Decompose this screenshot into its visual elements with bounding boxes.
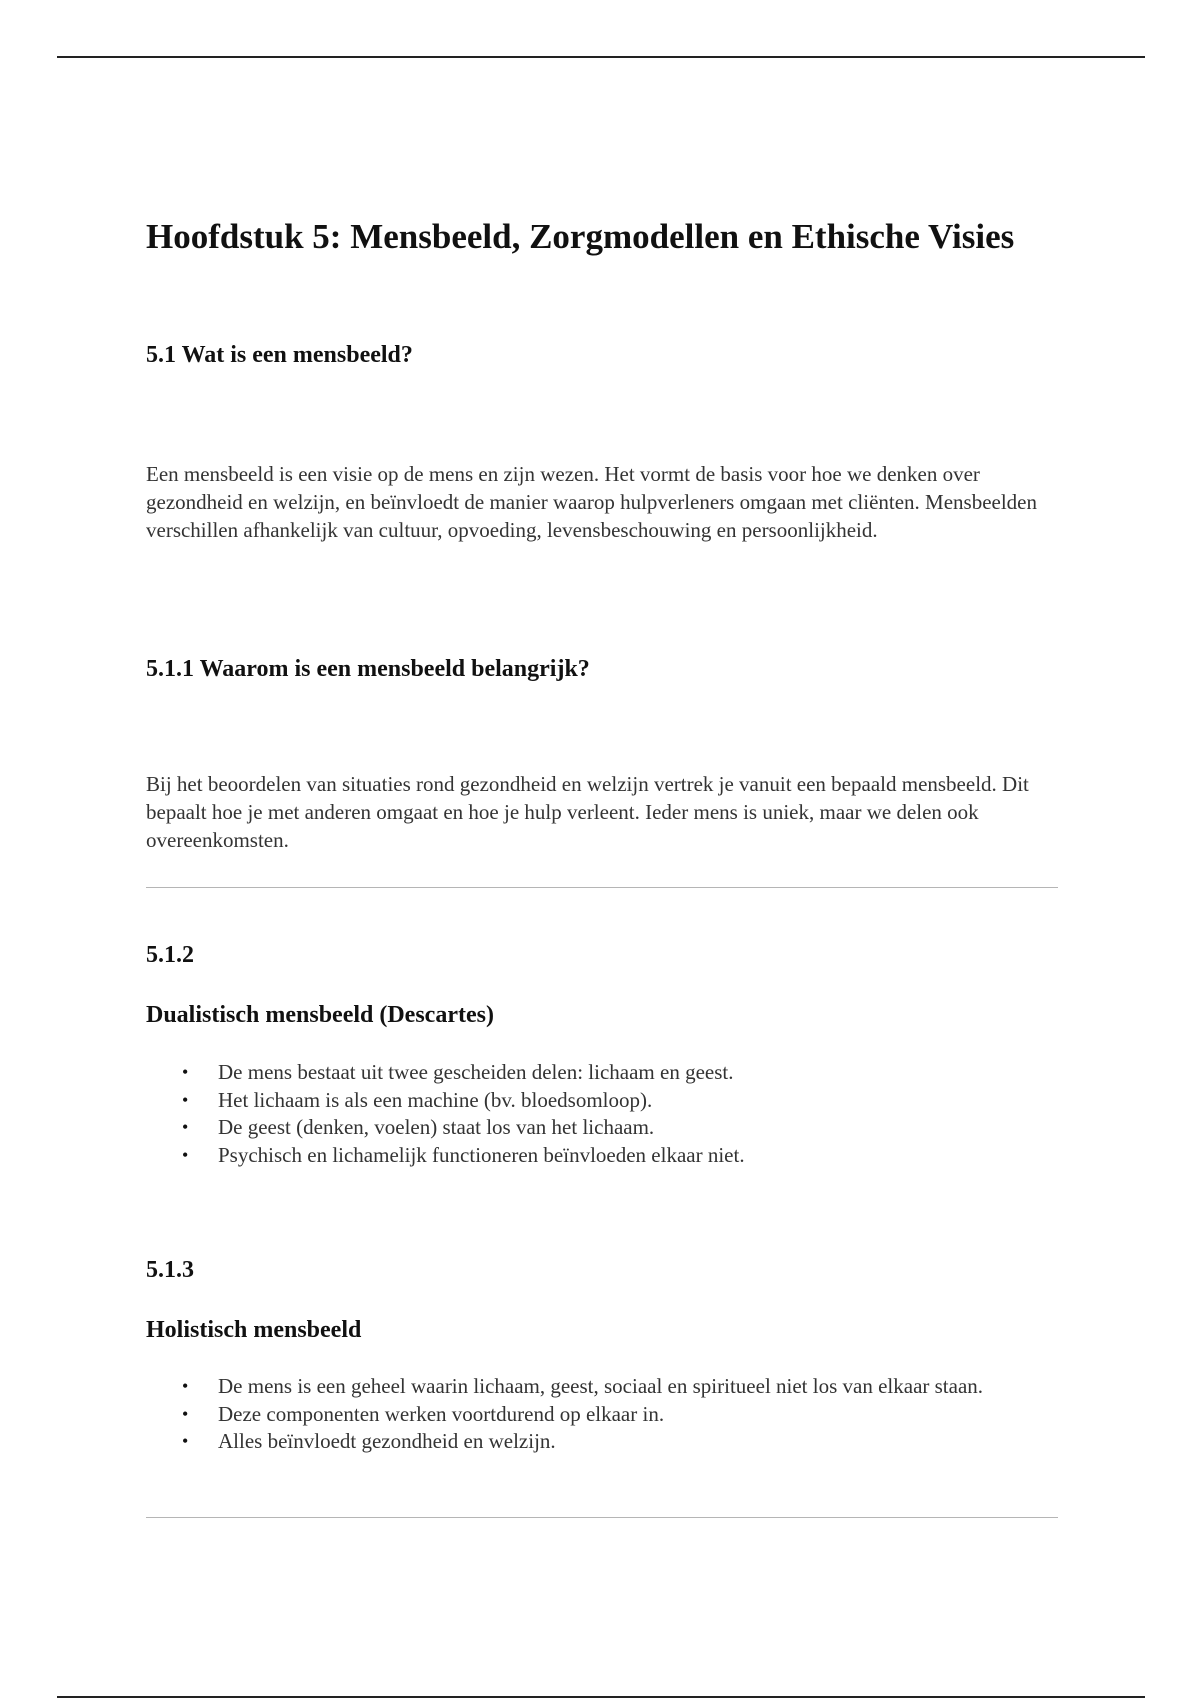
- section-heading-5-1-2: Dualistisch mensbeeld (Descartes): [146, 1002, 494, 1028]
- list-item-text: Het lichaam is als een machine (bv. bloedsomloop).: [218, 1087, 653, 1112]
- section-number-5-1-3: 5.1.3: [146, 1257, 194, 1283]
- list-item: [146, 1428, 1046, 1456]
- bullet-list-dualistic: [146, 1059, 1046, 1169]
- section-divider: [146, 887, 1058, 888]
- bullet-icon: •: [182, 1403, 189, 1424]
- list-item: [146, 1059, 1046, 1087]
- bullet-list-holistic: [146, 1373, 1046, 1456]
- section-heading-5-1: 5.1 Wat is een mensbeeld?: [146, 342, 413, 368]
- bullet-icon: •: [182, 1144, 189, 1165]
- list-item-text: Psychisch en lichamelijk functioneren beïnvloeden elkaar niet.: [218, 1142, 745, 1167]
- list-item: [146, 1114, 1046, 1142]
- section-paragraph-5-1-1: Bij het beoordelen van situaties rond gezondheid en welzijn vertrek je vanuit een bepaald mensbeeld. Dit bepaalt hoe je met anderen omgaat en hoe je hulp verleent. Ieder mens is uniek, maar we delen ook overeenkomsten.: [146, 772, 1029, 852]
- section-heading-5-1-3: Holistisch mensbeeld: [146, 1317, 362, 1343]
- list-item-text: Deze componenten werken voortdurend op elkaar in.: [218, 1401, 665, 1426]
- bullet-icon: •: [182, 1376, 189, 1396]
- bullet-icon: •: [182, 1117, 189, 1137]
- list-item: [146, 1401, 1046, 1429]
- section-divider: [146, 1517, 1058, 1518]
- page-top-rule: [57, 56, 1145, 58]
- section-heading-5-1-1: 5.1.1 Waarom is een mensbeeld belangrijk?: [146, 656, 590, 682]
- bullet-icon: •: [182, 1089, 189, 1110]
- list-item: [146, 1087, 1046, 1115]
- list-item-text: De mens bestaat uit twee gescheiden delen: lichaam en geest.: [218, 1060, 734, 1084]
- list-item-text: Alles beïnvloedt gezondheid en welzijn.: [218, 1429, 556, 1453]
- section-number-5-1-2: 5.1.2: [146, 942, 194, 968]
- list-item: [146, 1142, 1046, 1170]
- section-paragraph-5-1: Een mensbeeld is een visie op de mens en zijn wezen. Het vormt de basis voor hoe we denken over gezondheid en welzijn, en beïnvloedt de manier waarop hulpverleners omgaan met cliënten. Mensbeelden verschillen afhankelijk van cultuur, opvoeding, levensbeschouwing en persoonlijkheid.: [146, 462, 1038, 542]
- list-item-text: De mens is een geheel waarin lichaam, geest, sociaal en spiritueel niet los van elkaar staan.: [218, 1374, 984, 1398]
- list-item: [146, 1373, 1046, 1401]
- bullet-icon: •: [182, 1062, 189, 1082]
- page-title: Hoofdstuk 5: Mensbeeld, Zorgmodellen en Ethische Visies: [146, 217, 1015, 256]
- list-item-text: De geest (denken, voelen) staat los van het lichaam.: [218, 1115, 655, 1139]
- page-bottom-rule: [57, 1696, 1145, 1698]
- bullet-icon: •: [182, 1431, 189, 1451]
